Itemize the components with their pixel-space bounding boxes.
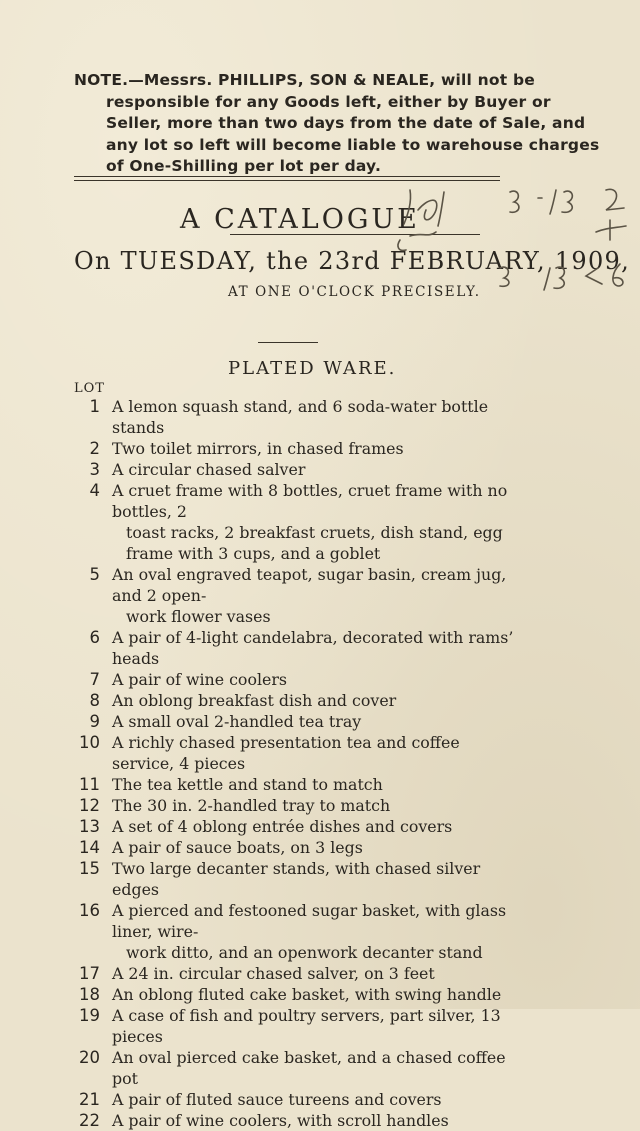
lot-description-continuation: toast racks, 2 breakfast cruets, dish stand, egg frame with 3 cups, and a goblet	[126, 523, 503, 563]
lot-number: 14	[79, 838, 100, 857]
lot-number: 7	[89, 670, 100, 689]
lot-number: 22	[79, 1111, 100, 1130]
lot-column-header: LOT	[74, 381, 105, 396]
list-item	[74, 627, 524, 669]
lot-description-line: A cruet frame with 8 bottles, cruet frame with no bottles, 2	[112, 481, 508, 521]
lot-description-continuation: work flower vases	[126, 607, 271, 626]
list-item	[74, 669, 524, 690]
list-item	[74, 795, 524, 816]
note-line: NOTE.—Messrs. PHILLIPS, SON & NEALE, will not be	[74, 71, 535, 89]
list-item	[74, 984, 524, 1005]
lot-description	[100, 900, 524, 963]
note-line: responsible for any Goods left, either by Buyer or	[106, 92, 551, 111]
lot-description: A pair of wine coolers, with scroll handles	[112, 1111, 449, 1130]
list-item	[74, 900, 524, 963]
lot-description: The 30 in. 2-handled tray to match	[112, 796, 391, 815]
lot-description: The tea kettle and stand to match	[112, 775, 383, 794]
lot-number: 6	[89, 628, 100, 647]
list-item	[74, 963, 524, 984]
lot-description: A pair of sauce boats, on 3 legs	[112, 838, 363, 857]
lot-description-line: An oval engraved teapot, sugar basin, cream jug, and 2 open-	[112, 565, 507, 605]
sale-note	[74, 70, 600, 178]
lot-description: Two toilet mirrors, in chased frames	[112, 439, 404, 458]
lot-description: A richly chased presentation tea and coffee service, 4 pieces	[112, 733, 460, 773]
double-rule	[74, 176, 500, 181]
list-item	[74, 711, 524, 732]
lot-list	[74, 396, 524, 1131]
lot-description: A 24 in. circular chased salver, on 3 feet	[112, 964, 435, 983]
lot-number: 2	[89, 439, 100, 458]
lot-number: 19	[79, 1006, 100, 1025]
lot-description: A small oval 2-handled tea tray	[112, 712, 362, 731]
title-rule	[230, 234, 480, 235]
list-item	[74, 438, 524, 459]
lot-number: 11	[79, 775, 100, 794]
list-item	[74, 837, 524, 858]
lot-description: A lemon squash stand, and 6 soda-water bottle stands	[112, 397, 489, 437]
lot-description	[100, 564, 524, 627]
lot-number: 1	[89, 397, 100, 416]
lot-description: A pair of 4-light candelabra, decorated with rams’ heads	[112, 628, 514, 668]
lot-description: A pair of fluted sauce tureens and covers	[112, 1090, 442, 1109]
note-line: any lot so left will become liable to warehouse charges	[106, 135, 600, 154]
note-line: Seller, more than two days from the date of Sale, and	[106, 114, 586, 132]
list-item	[74, 480, 524, 564]
lot-number: 5	[89, 565, 100, 584]
lot-number: 13	[79, 817, 100, 836]
lot-description: An oblong fluted cake basket, with swing handle	[112, 985, 502, 1004]
list-item	[74, 858, 524, 900]
lot-number: 4	[89, 481, 100, 500]
short-rule	[258, 342, 318, 343]
lot-description: An oblong breakfast dish and cover	[112, 691, 397, 710]
lot-description: A set of 4 oblong entrée dishes and covers	[112, 817, 453, 836]
lot-number: 9	[89, 712, 100, 731]
lot-number: 15	[79, 859, 100, 878]
list-item	[74, 816, 524, 837]
lot-number: 8	[89, 691, 100, 710]
lot-number: 10	[79, 733, 100, 752]
list-item	[74, 1110, 524, 1131]
lot-number: 3	[89, 460, 100, 479]
catalogue-title: A CATALOGUE	[180, 204, 420, 235]
lot-number: 17	[79, 964, 100, 983]
lot-description-continuation: work ditto, and an openwork decanter stand	[126, 943, 483, 962]
lot-description: Two large decanter stands, with chased silver edges	[112, 859, 481, 899]
lot-number: 16	[79, 901, 100, 920]
sale-date: On TUESDAY, the 23rd FEBRUARY, 1909,	[74, 247, 631, 275]
lot-description: A pair of wine coolers	[112, 670, 288, 689]
list-item	[74, 564, 524, 627]
lot-number: 12	[79, 796, 100, 815]
lot-number: 20	[79, 1048, 100, 1067]
section-title: PLATED WARE.	[228, 358, 397, 379]
sale-time: AT ONE O'CLOCK PRECISELY.	[228, 284, 481, 300]
lot-number: 21	[79, 1090, 100, 1109]
lot-number: 18	[79, 985, 100, 1004]
list-item	[74, 396, 524, 438]
note-line: of One-Shilling per lot per day.	[106, 157, 382, 175]
lot-description: A case of fish and poultry servers, part silver, 13 pieces	[112, 1006, 501, 1046]
lot-description: An oval pierced cake basket, and a chased coffee pot	[112, 1048, 506, 1088]
list-item	[74, 459, 524, 480]
lot-description	[100, 480, 524, 564]
list-item	[74, 732, 524, 774]
list-item	[74, 774, 524, 795]
lot-description-line: A pierced and festooned sugar basket, with glass liner, wire-	[112, 901, 507, 941]
list-item	[74, 1047, 524, 1089]
lot-description: A circular chased salver	[112, 460, 306, 479]
list-item	[74, 1005, 524, 1047]
list-item	[74, 1089, 524, 1110]
list-item	[74, 690, 524, 711]
